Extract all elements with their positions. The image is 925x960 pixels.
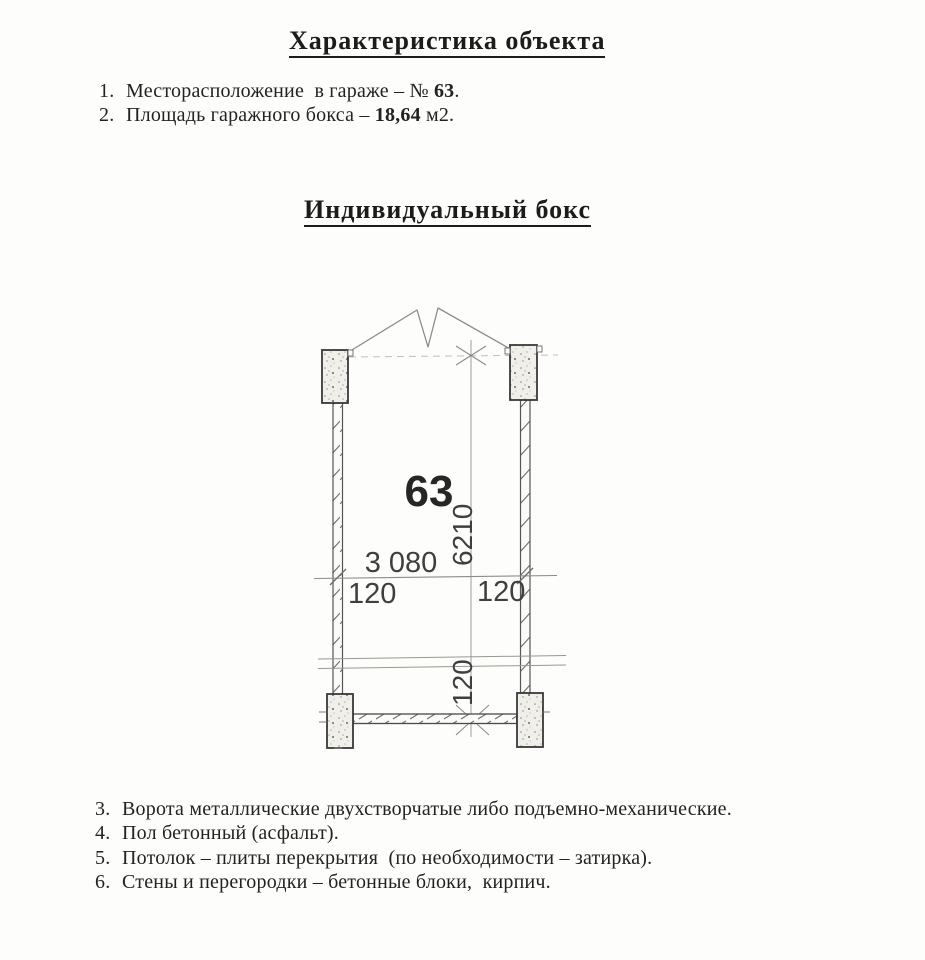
list-item-text bbox=[126, 79, 460, 103]
list-item-text: Стены и перегородки – бетонные блоки, кирпич. bbox=[122, 871, 551, 894]
list-item-walls bbox=[95, 870, 732, 894]
list-item-text-post: м2. bbox=[420, 104, 455, 126]
floor-plan-svg bbox=[290, 280, 580, 780]
roof-outline bbox=[347, 308, 512, 353]
inner-length-dimension-label: 6210 bbox=[447, 503, 478, 566]
list-item-number: 5. bbox=[95, 846, 111, 869]
wall-thickness-left-label: 120 bbox=[348, 578, 397, 610]
section-title-characteristics bbox=[289, 27, 605, 58]
list-item-location bbox=[99, 79, 460, 103]
characteristics-list bbox=[99, 79, 460, 127]
column-top-right bbox=[510, 345, 537, 400]
construction-details-list bbox=[95, 797, 732, 895]
list-item-number: 3. bbox=[95, 798, 111, 820]
garage-box-floor-plan bbox=[290, 280, 580, 780]
list-item-number: 4. bbox=[95, 822, 111, 845]
right-wall bbox=[521, 400, 531, 693]
list-item-number: 1. bbox=[99, 80, 115, 102]
list-item-ceiling bbox=[95, 846, 732, 870]
column-top-left bbox=[322, 350, 348, 403]
wall-thickness-rear-label: 120 bbox=[447, 659, 478, 706]
list-item-area bbox=[99, 103, 460, 127]
list-item-text-post: . bbox=[454, 80, 460, 102]
list-item-number: 6. bbox=[95, 871, 111, 894]
column-bottom-left bbox=[327, 694, 353, 748]
left-wall bbox=[333, 403, 343, 695]
wall-thickness-right-label: 120 bbox=[477, 576, 526, 608]
list-item-text: Потолок – плиты перекрытия (по необходимости – затирка). bbox=[122, 846, 653, 869]
column-bottom-right bbox=[517, 693, 543, 747]
section-title-characteristics-text: Характеристика объекта bbox=[289, 26, 606, 55]
list-item-text-pre: Месторасположение в гараже – № bbox=[126, 80, 434, 102]
list-item-text: Ворота металлические двухстворчатые либо подъемно-механические. bbox=[122, 798, 732, 820]
list-item-gates bbox=[95, 797, 732, 821]
list-item-floor bbox=[95, 821, 732, 845]
list-item-text-pre: Площадь гаражного бокса – bbox=[126, 104, 375, 126]
section-title-individual-box-text: Индивидуальный бокс bbox=[304, 195, 592, 224]
list-item-text bbox=[126, 103, 454, 127]
list-item-number: 2. bbox=[99, 104, 115, 126]
box-number-value: 63 bbox=[433, 80, 455, 102]
list-item-text: Пол бетонный (асфальт). bbox=[122, 822, 339, 845]
rear-wall bbox=[353, 714, 517, 724]
section-title-individual-box bbox=[304, 196, 591, 227]
box-area-value: 18,64 bbox=[374, 104, 421, 126]
box-number-label: 63 bbox=[404, 467, 454, 516]
inner-width-dimension-label: 3 080 bbox=[364, 547, 438, 579]
